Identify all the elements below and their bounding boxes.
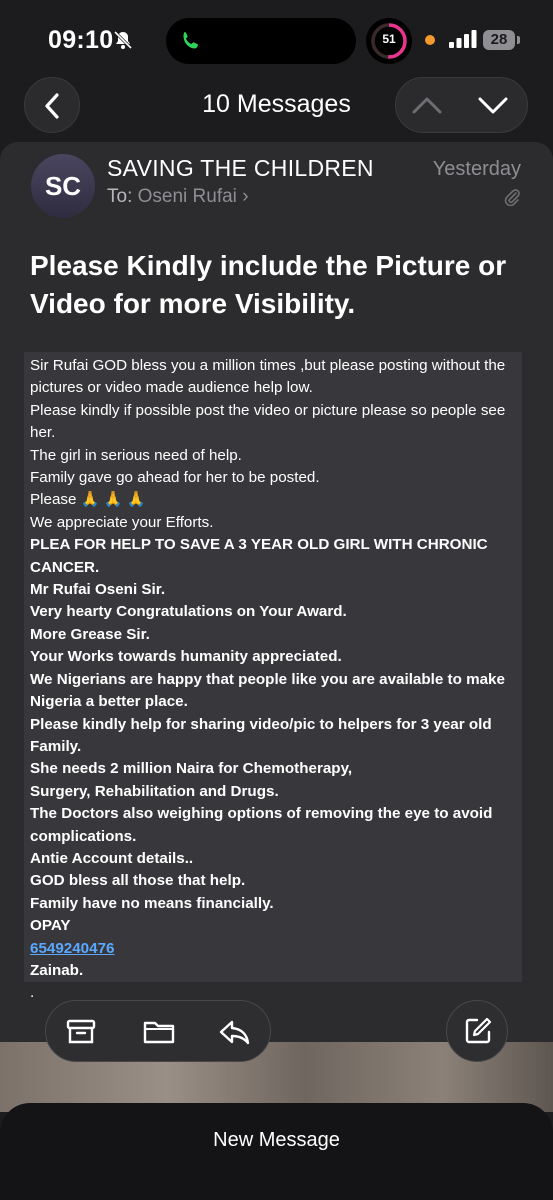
chevron-right-icon: › — [242, 186, 249, 207]
sender-name[interactable]: SAVING THE CHILDREN — [107, 155, 374, 181]
cellular-signal-icon — [449, 30, 477, 48]
mic-indicator-dot — [425, 35, 435, 45]
body-line: We appreciate your Efforts. — [30, 513, 214, 531]
paperclip-icon — [503, 188, 521, 206]
body-line: Zainab. — [30, 961, 84, 979]
body-line: More Grease Sir. — [30, 625, 150, 643]
battery-indicator: 28 — [483, 30, 515, 50]
sender-avatar[interactable]: SC — [31, 154, 95, 218]
phone-call-icon — [180, 30, 202, 52]
message-actions-toolbar — [45, 1000, 271, 1062]
chevron-left-icon — [40, 92, 66, 120]
body-line: The Doctors also weighing options of removing the eye to avoid complications. — [30, 805, 493, 845]
body-line: Mr Rufai Oseni Sir. — [30, 581, 166, 599]
battery-nub — [517, 36, 520, 44]
compose-icon — [463, 1016, 493, 1046]
body-line: OPAY — [30, 917, 71, 935]
body-line: Your Works towards humanity appreciated. — [30, 648, 342, 666]
message-date: Yesterday — [432, 158, 521, 180]
bell-slash-icon — [113, 30, 133, 50]
body-line: Surgery, Rehabilitation and Drugs. — [30, 782, 279, 800]
nav-title: 10 Messages — [202, 90, 351, 118]
body-line: PLEA FOR HELP TO SAVE A 3 YEAR OLD GIRL WITH CHRONIC CANCER. — [30, 536, 488, 576]
status-bar — [0, 0, 553, 80]
body-line: Family have no means financially. — [30, 894, 274, 912]
chevron-down-icon — [478, 93, 508, 117]
message-navigator — [395, 77, 528, 133]
ring-value: 51 — [382, 32, 396, 46]
next-message-button[interactable] — [462, 78, 524, 132]
clock: 09:10 — [48, 26, 114, 54]
dynamic-island[interactable] — [166, 18, 356, 64]
body-line: Please kindly help for sharing video/pic to helpers for 3 year old Family. — [30, 715, 492, 755]
body-line: . — [30, 984, 35, 1002]
activity-ring[interactable] — [366, 18, 412, 64]
recipient-line[interactable] — [107, 186, 249, 208]
back-button[interactable] — [24, 77, 80, 133]
body-line: Very hearty Congratulations on Your Award. — [30, 603, 347, 621]
previous-message-button[interactable] — [396, 78, 458, 132]
chevron-up-icon — [412, 93, 442, 117]
message-body — [30, 355, 520, 1005]
compose-button[interactable] — [446, 1000, 508, 1062]
body-line: We Nigerians are happy that people like you are available to make Nigeria a better place. — [30, 670, 505, 711]
body-line: She needs 2 million Naira for Chemotherapy, — [30, 760, 353, 778]
reply-icon[interactable] — [216, 1013, 254, 1051]
body-line: Sir Rufai GOD bless you a million times ,but please posting without the pictures or video made audience help low. — [30, 357, 506, 397]
body-line: GOD bless all those that help. — [30, 872, 246, 890]
message-subject: Please Kindly include the Picture or Video for more Visibility. — [30, 250, 507, 319]
body-line: Antie Account details.. — [30, 849, 194, 867]
archive-icon[interactable] — [62, 1013, 100, 1051]
new-message-label[interactable]: New Message — [213, 1129, 340, 1151]
body-line: The girl in serious need of help. — [30, 446, 242, 464]
body-line: Family gave go ahead for her to be posted. — [30, 469, 320, 487]
body-line: Please kindly if possible post the video or picture please so people see her. — [30, 401, 506, 442]
recipient-name: Oseni Rufai — [137, 186, 237, 207]
account-number-link[interactable]: 6549240476 — [30, 939, 115, 957]
to-label: To: — [107, 186, 133, 207]
folder-icon[interactable] — [140, 1013, 178, 1051]
body-line: Please 🙏 🙏 🙏 — [30, 491, 146, 509]
